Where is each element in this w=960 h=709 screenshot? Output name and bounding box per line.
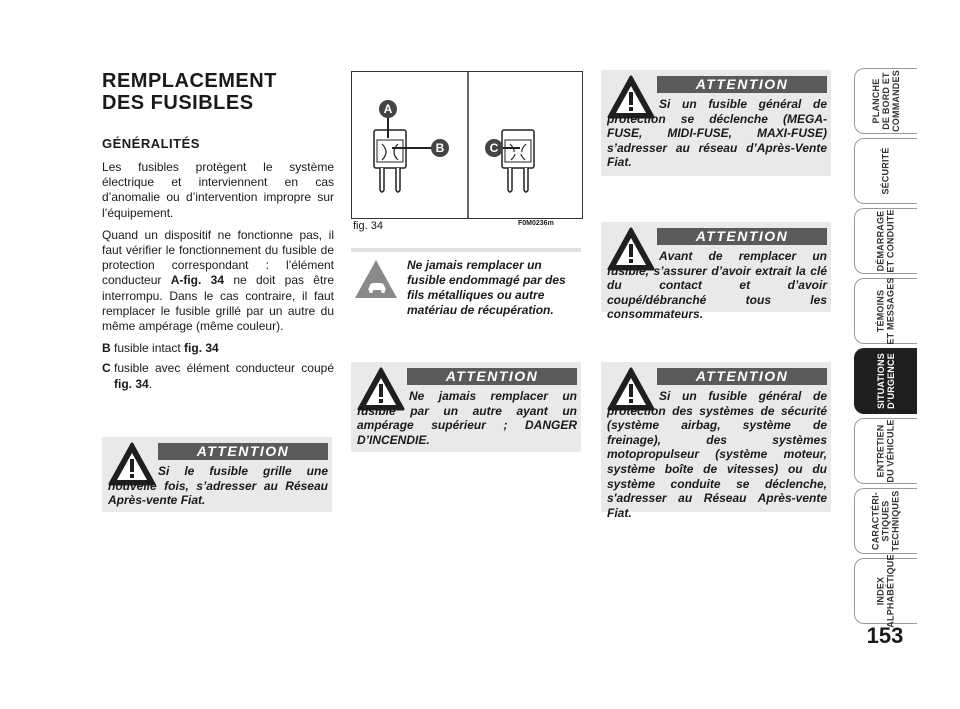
definition-text: fusible avec élément conducteur coupé [114, 361, 334, 376]
attention-label: ATTENTION [158, 443, 328, 460]
fig-reference: A-fig. 34 [170, 273, 225, 288]
attention-label: ATTENTION [407, 368, 577, 385]
note-text: Ne jamais remplacer un fusible endommagé par des fils métalliques ou autre matériau de récupération. [407, 258, 566, 317]
tab-caracteristiques[interactable]: CARACTÉRI- STIQUES TECHNIQUES [854, 488, 917, 554]
warning-text: Si un fusible général de protection des systèmes de sécurité (système airbag, système de freinage), des systèmes motopropulseur (système moteur, système boîte de vitesses) ou du système conduite se déclenche, s'adresser au Réseau Après-vente Fiat. [607, 389, 827, 520]
warning-box-right-2 [601, 222, 831, 322]
figure-code: F0M0236m [518, 220, 554, 227]
warning-box-left [102, 437, 332, 512]
definition-text: fusible intact [114, 341, 185, 356]
figure-caption: fig. 34 [353, 220, 383, 232]
page-number: 153 [866, 623, 904, 648]
fig-reference: fig. 34 [114, 376, 149, 391]
warning-box-right-3 [601, 362, 831, 520]
definition-key: C [102, 361, 111, 376]
page-title [102, 70, 342, 114]
definition-b [102, 341, 334, 356]
paragraph-2-a: Quand un dispositif ne fonctionne pas, il faut vérifier le fonctionnement du fusible de protection correspondant : l’élément conducteur [102, 227, 334, 288]
tab-situations-urgence[interactable]: SITUATIONS D’URGENCE [854, 348, 917, 414]
page-title-line1: REMPLACEMENT [102, 70, 277, 92]
tab-securite[interactable]: SÉCURITÉ [854, 138, 917, 204]
label-c: C [489, 141, 499, 155]
warning-text: Si le fusible grille une nouvelle fois, s’adresser au Réseau Après-vente Fiat. [108, 464, 328, 508]
attention-label: ATTENTION [657, 76, 827, 93]
warning-box-mid [351, 362, 581, 452]
note-box-mid [351, 252, 581, 322]
warning-box-right-1 [601, 70, 831, 176]
fig-reference: fig. 34 [184, 341, 219, 356]
fuse-intact-icon [374, 130, 406, 192]
paragraph-2-b: ne doit pas être interrompu. Dans le cas contraire, il faut remplacer le fusible grillé par un autre du même ampérage (même couleur). [102, 273, 334, 334]
label-a: A [383, 102, 393, 116]
attention-label: ATTENTION [657, 228, 827, 245]
fuse-illustration [352, 72, 582, 218]
figure-fuse-diagram [351, 71, 583, 219]
tab-planche-de-bord[interactable]: PLANCHE DE BORD ET COMMANDES [854, 68, 917, 134]
tab-index[interactable]: INDEX ALPHABÉTIQUE [854, 558, 917, 624]
tab-temoins[interactable]: TÉMOINS ET MESSAGES [854, 278, 917, 344]
definition-c: C fusible avec élément conducteur coupé fig. 34. [102, 361, 334, 391]
paragraph-2 [102, 228, 334, 334]
section-body [102, 160, 334, 397]
page-title-line2: DES FUSIBLES [102, 92, 254, 114]
warning-text: Avant de remplacer un fusible, s’assurer d’avoir extrait la clé du contact et d’avoir coupé/débranché tous les consommateurs. [607, 249, 827, 322]
fuse-blown-icon [502, 130, 534, 192]
paragraph-1: Les fusibles protègent le système électrique et interviennent en cas d’anomalie ou d’intervention impropre sur l’équipement. [102, 160, 334, 220]
section-heading: GÉNÉRALITÉS [102, 136, 200, 151]
warning-text: Ne jamais remplacer un fusible par un autre ayant un ampérage supérieur ; DANGER D’INCENDIE. [357, 389, 577, 447]
car-warning-icon [353, 258, 399, 300]
definition-key: B [102, 341, 111, 356]
tab-entretien[interactable]: ENTRETIEN DU VÉHICULE [854, 418, 917, 484]
label-b: B [435, 141, 445, 155]
attention-label: ATTENTION [657, 368, 827, 385]
tab-demarrage[interactable]: DÉMARRAGE ET CONDUITE [854, 208, 917, 274]
warning-text: Si un fusible général de protection se déclenche (MEGA-FUSE, MIDI-FUSE, MAXI-FUSE) s’adresser au réseau d’Après-Vente Fiat. [607, 97, 827, 170]
